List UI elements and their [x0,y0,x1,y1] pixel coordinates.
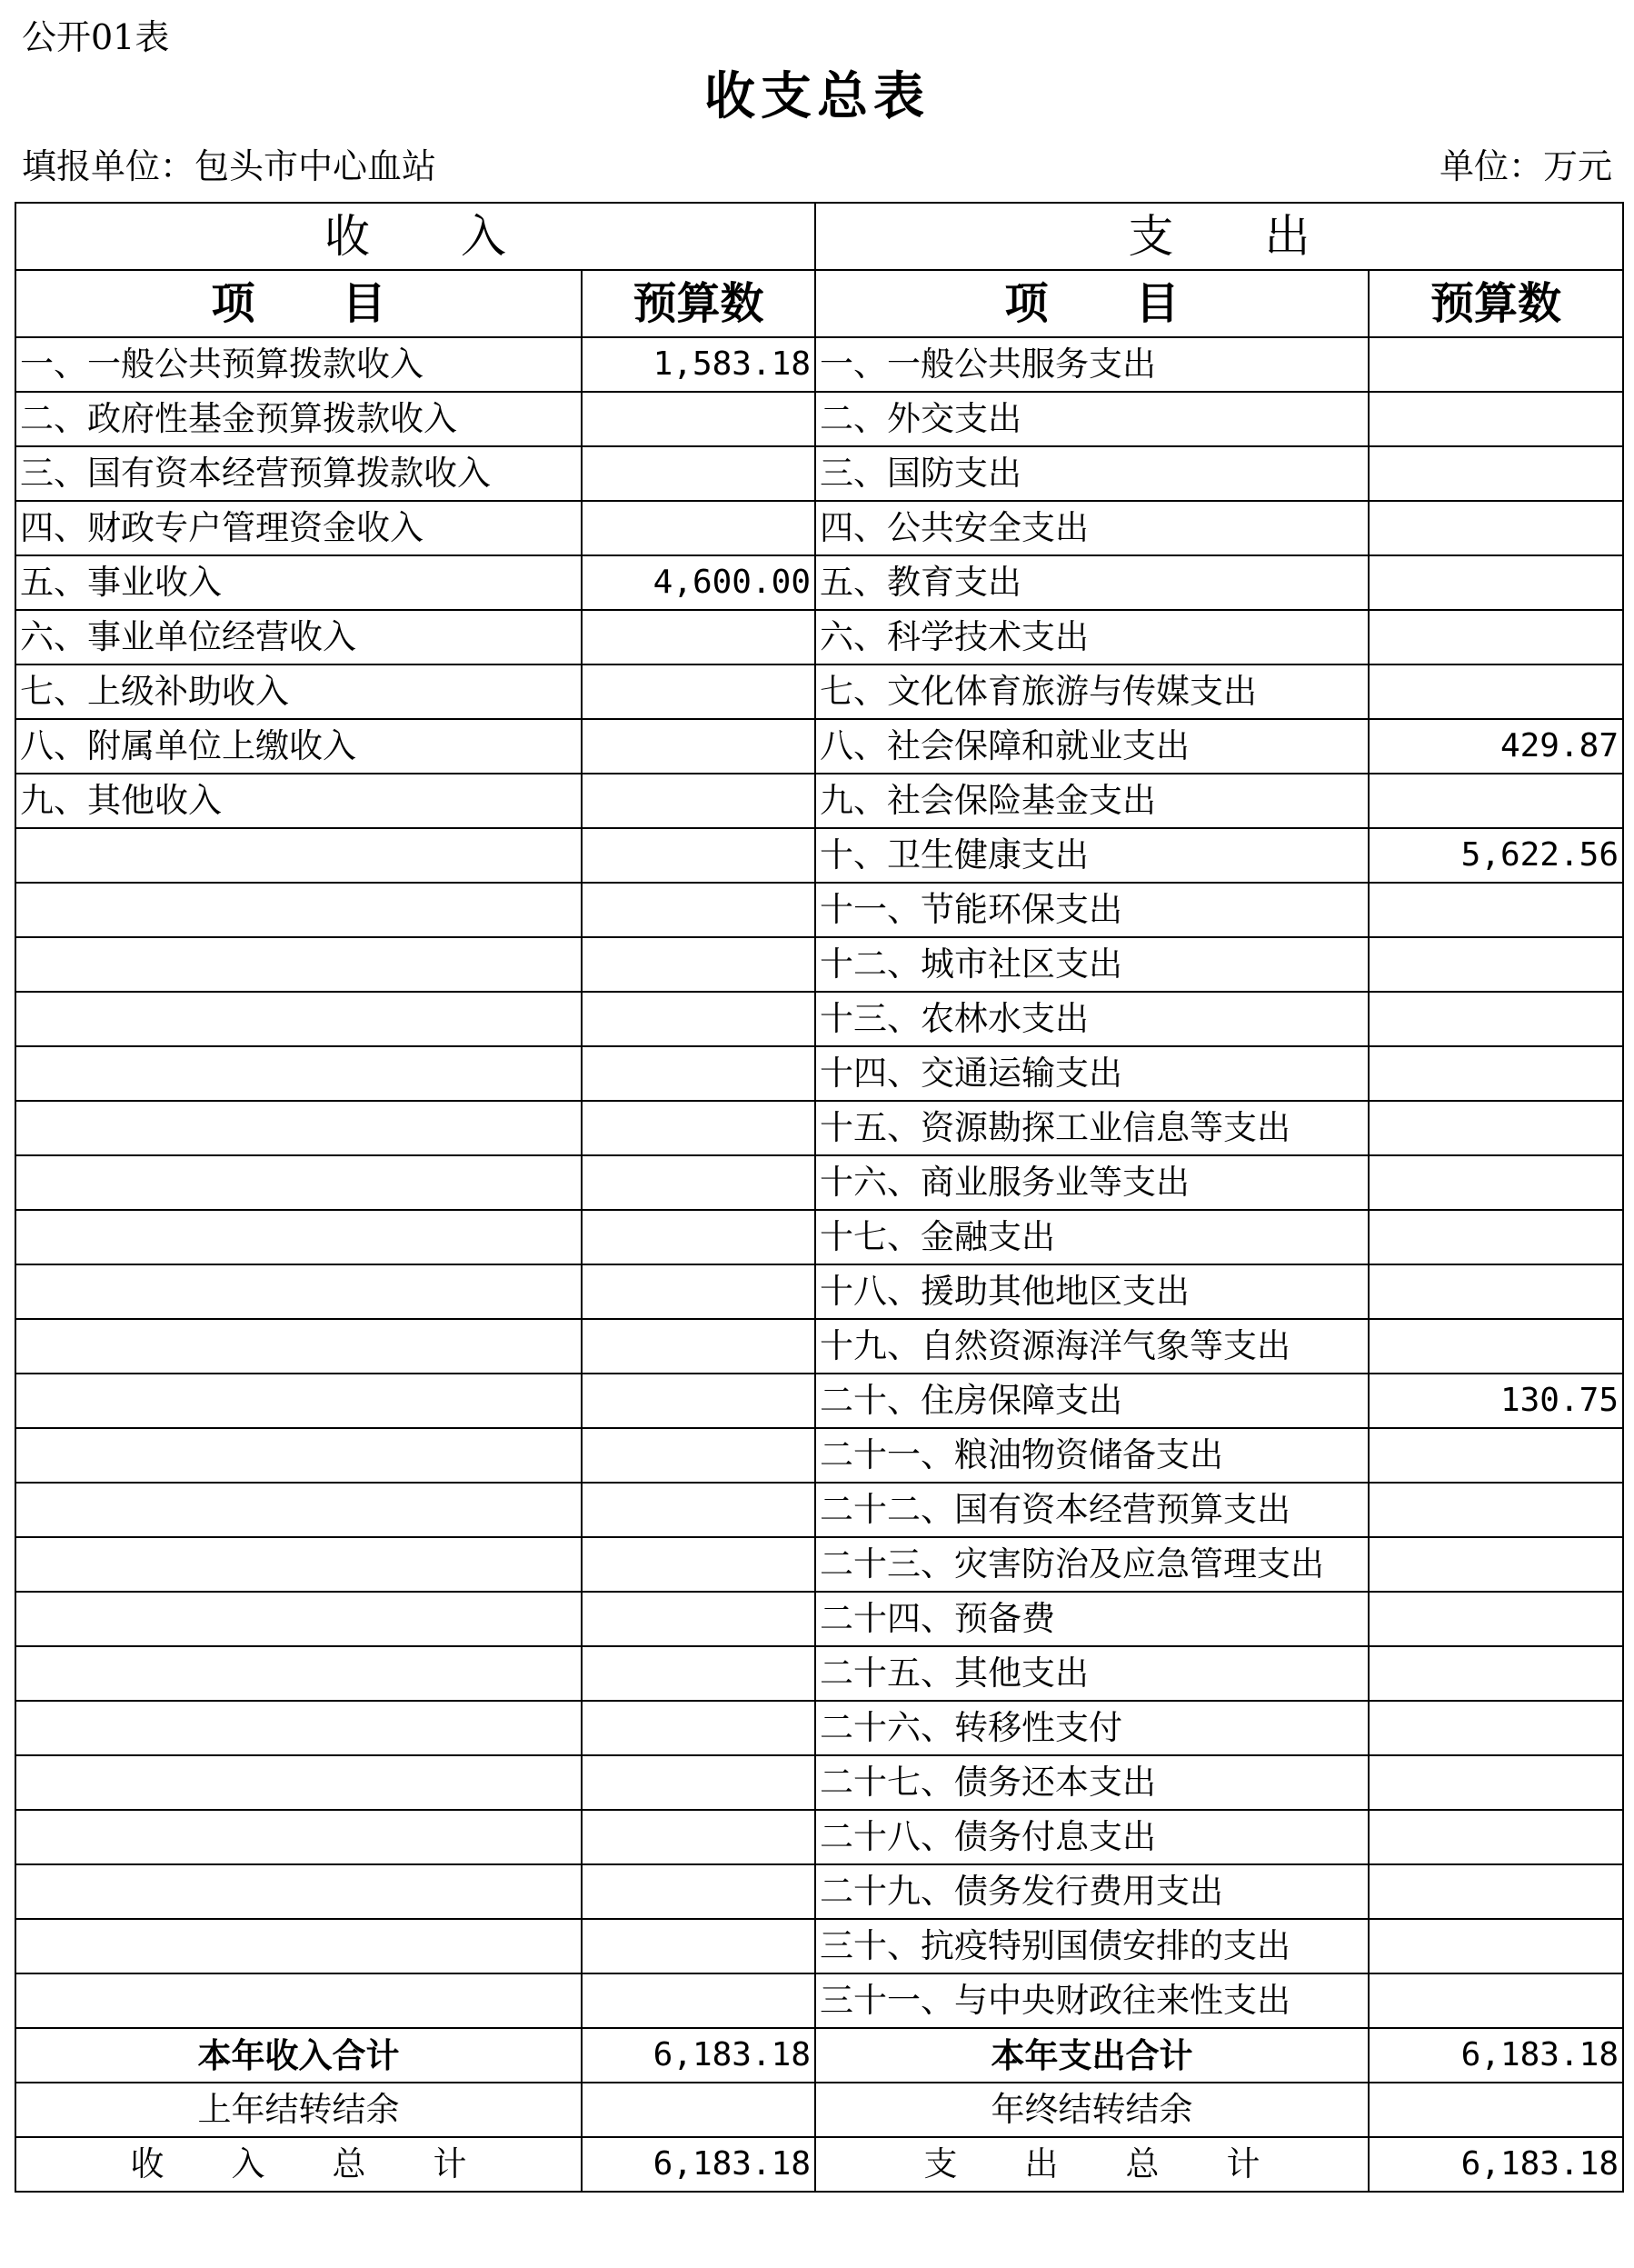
summary-row [15,2028,1623,2083]
expense-value-cell [1369,501,1623,555]
income-item-cell [15,1537,582,1592]
income-item-cell [15,1592,582,1646]
reporting-unit: 填报单位：包头市中心血站 [22,146,437,186]
table-row [15,992,1623,1046]
income-item-cell [15,1374,582,1428]
income-value-cell [582,1919,815,1973]
summary-income-value [582,2083,815,2137]
income-item-cell [15,1646,582,1701]
expense-value-cell [1369,1646,1623,1701]
expense-item-cell: 十八、援助其他地区支出 [815,1264,1369,1319]
currency-unit: 单位：万元 [1439,146,1612,186]
income-item-cell [15,1101,582,1155]
table-row [15,1155,1623,1210]
expense-item-cell: 二十四、预备费 [815,1592,1369,1646]
table-row [15,392,1623,446]
expense-item-cell: 二十、住房保障支出 [815,1374,1369,1428]
expense-item-cell: 二十一、粮油物资储备支出 [815,1428,1369,1483]
expense-value-cell [1369,937,1623,992]
expense-value-cell [1369,610,1623,664]
expense-item-cell: 十、卫生健康支出 [815,828,1369,883]
income-value-cell [582,883,815,937]
summary-income-label: 上年结转结余 [15,2083,582,2137]
income-item-cell: 五、事业收入 [15,555,582,610]
expense-item-cell: 十四、交通运输支出 [815,1046,1369,1101]
expense-value-cell [1369,1864,1623,1919]
income-value-cell [582,1155,815,1210]
expense-item-cell: 十九、自然资源海洋气象等支出 [815,1319,1369,1374]
income-value-cell [582,501,815,555]
table-row [15,337,1623,392]
expense-item-cell: 二十二、国有资本经营预算支出 [815,1483,1369,1537]
expense-item-cell: 二十九、债务发行费用支出 [815,1864,1369,1919]
expense-section-header: 支 出 [815,203,1623,270]
table-row [15,774,1623,828]
expense-value-cell [1369,1973,1623,2028]
table-row [15,1210,1623,1264]
summary-expense-value: 6,183.18 [1369,2137,1623,2192]
income-value-cell [582,937,815,992]
income-value-cell [582,664,815,719]
table-row [15,1264,1623,1319]
income-value-cell [582,1973,815,2028]
table-row [15,1101,1623,1155]
expense-value-cell [1369,1046,1623,1101]
income-item-cell [15,937,582,992]
income-value-cell [582,1755,815,1810]
income-item-cell [15,1864,582,1919]
expense-value-cell [1369,1483,1623,1537]
column-header-row [15,270,1623,337]
expense-value-cell [1369,1428,1623,1483]
income-value-cell [582,1428,815,1483]
table-row [15,1755,1623,1810]
table-row [15,1592,1623,1646]
expense-value-cell: 5,622.56 [1369,828,1623,883]
table-row [15,1701,1623,1755]
income-item-cell: 六、事业单位经营收入 [15,610,582,664]
income-item-cell [15,1755,582,1810]
income-item-cell [15,1264,582,1319]
expense-value-cell [1369,1101,1623,1155]
income-item-cell [15,1210,582,1264]
section-header-row [15,203,1623,270]
table-row [15,1919,1623,1973]
income-value-cell [582,1864,815,1919]
income-value-cell [582,392,815,446]
income-value-cell [582,1374,815,1428]
income-item-cell: 八、附属单位上缴收入 [15,719,582,774]
expense-value-cell [1369,883,1623,937]
income-item-cell: 七、上级补助收入 [15,664,582,719]
income-value-cell [582,1646,815,1701]
expense-item-cell: 十三、农林水支出 [815,992,1369,1046]
income-value-cell [582,446,815,501]
income-value-cell [582,1101,815,1155]
income-value-cell [582,610,815,664]
table-row [15,1537,1623,1592]
summary-expense-label: 本年支出合计 [815,2028,1369,2083]
table-row [15,828,1623,883]
expense-item-cell: 二十五、其他支出 [815,1646,1369,1701]
income-value-cell [582,1319,815,1374]
income-item-cell: 二、政府性基金预算拨款收入 [15,392,582,446]
table-row [15,937,1623,992]
table-row [15,446,1623,501]
expense-value-cell [1369,337,1623,392]
income-item-cell [15,1483,582,1537]
table-row [15,501,1623,555]
expense-value-cell [1369,992,1623,1046]
income-value-cell [582,1701,815,1755]
summary-expense-value: 6,183.18 [1369,2028,1623,2083]
expense-item-cell: 八、社会保障和就业支出 [815,719,1369,774]
expense-value-cell [1369,1755,1623,1810]
expense-item-cell: 七、文化体育旅游与传媒支出 [815,664,1369,719]
expense-value-cell [1369,1319,1623,1374]
income-value-cell [582,1810,815,1864]
table-row [15,1319,1623,1374]
expense-item-cell: 十六、商业服务业等支出 [815,1155,1369,1210]
income-value-cell [582,774,815,828]
income-item-cell [15,1919,582,1973]
expense-value-cell [1369,555,1623,610]
expense-value-cell [1369,664,1623,719]
expense-value-cell [1369,1592,1623,1646]
expense-item-cell: 十二、城市社区支出 [815,937,1369,992]
expense-item-cell: 二十六、转移性支付 [815,1701,1369,1755]
table-row [15,664,1623,719]
income-value-cell [582,719,815,774]
expense-value-cell [1369,1537,1623,1592]
expense-item-cell: 十七、金融支出 [815,1210,1369,1264]
income-section-header: 收 入 [15,203,815,270]
summary-expense-label: 年终结转结余 [815,2083,1369,2137]
expense-item-cell: 二十三、灾害防治及应急管理支出 [815,1537,1369,1592]
summary-row [15,2137,1623,2192]
expense-value-cell [1369,1919,1623,1973]
table-row [15,1810,1623,1864]
income-value-cell [582,1537,815,1592]
expense-item-cell: 二十七、债务还本支出 [815,1755,1369,1810]
table-row [15,1646,1623,1701]
table-row [15,1864,1623,1919]
income-value-cell [582,992,815,1046]
expense-item-cell: 十五、资源勘探工业信息等支出 [815,1101,1369,1155]
income-value-cell: 1,583.18 [582,337,815,392]
expense-value-cell: 429.87 [1369,719,1623,774]
summary-expense-label: 支 出 总 计 [815,2137,1369,2192]
income-value-cell [582,1264,815,1319]
summary-income-value: 6,183.18 [582,2028,815,2083]
income-value-cell [582,828,815,883]
expense-item-cell: 三十一、与中央财政往来性支出 [815,1973,1369,2028]
income-item-cell: 四、财政专户管理资金收入 [15,501,582,555]
expense-value-cell [1369,1810,1623,1864]
table-row [15,610,1623,664]
summary-income-label: 本年收入合计 [15,2028,582,2083]
income-item-cell: 三、国有资本经营预算拨款收入 [15,446,582,501]
expense-item-cell: 二十八、债务付息支出 [815,1810,1369,1864]
income-item-cell [15,1973,582,2028]
income-item-cell [15,828,582,883]
table-row [15,1374,1623,1428]
income-budget-header: 预算数 [582,270,815,337]
expense-item-cell: 五、教育支出 [815,555,1369,610]
expense-value-cell [1369,1210,1623,1264]
table-row [15,1046,1623,1101]
income-item-cell [15,1319,582,1374]
income-value-cell [582,1483,815,1537]
table-row [15,1428,1623,1483]
income-item-cell [15,1155,582,1210]
expense-value-cell [1369,392,1623,446]
summary-row [15,2083,1623,2137]
expense-value-cell [1369,1155,1623,1210]
table-row [15,883,1623,937]
expense-value-cell [1369,1264,1623,1319]
expense-item-cell: 一、一般公共服务支出 [815,337,1369,392]
income-value-cell: 4,600.00 [582,555,815,610]
expense-item-cell: 三十、抗疫特别国债安排的支出 [815,1919,1369,1973]
expense-value-cell: 130.75 [1369,1374,1623,1428]
income-value-cell [582,1046,815,1101]
expense-value-cell [1369,446,1623,501]
income-item-header: 项 目 [15,270,582,337]
summary-income-value: 6,183.18 [582,2137,815,2192]
expense-item-cell: 三、国防支出 [815,446,1369,501]
expense-item-cell: 六、科学技术支出 [815,610,1369,664]
income-item-cell [15,1701,582,1755]
income-item-cell [15,992,582,1046]
income-value-cell [582,1210,815,1264]
budget-summary-table [15,202,1624,2193]
expense-item-cell: 四、公共安全支出 [815,501,1369,555]
expense-value-cell [1369,1701,1623,1755]
expense-item-cell: 十一、节能环保支出 [815,883,1369,937]
expense-item-header: 项 目 [815,270,1369,337]
income-item-cell: 一、一般公共预算拨款收入 [15,337,582,392]
page-title: 收支总表 [704,66,930,126]
income-item-cell [15,1810,582,1864]
table-row [15,1483,1623,1537]
expense-item-cell: 九、社会保险基金支出 [815,774,1369,828]
income-item-cell [15,1046,582,1101]
form-code: 公开01表 [22,17,170,57]
expense-value-cell [1369,774,1623,828]
table-row [15,555,1623,610]
income-item-cell [15,1428,582,1483]
income-item-cell [15,883,582,937]
expense-item-cell: 二、外交支出 [815,392,1369,446]
table-row [15,1973,1623,2028]
income-value-cell [582,1592,815,1646]
expense-budget-header: 预算数 [1369,270,1623,337]
summary-income-label: 收 入 总 计 [15,2137,582,2192]
income-item-cell: 九、其他收入 [15,774,582,828]
summary-expense-value [1369,2083,1623,2137]
table-row [15,719,1623,774]
